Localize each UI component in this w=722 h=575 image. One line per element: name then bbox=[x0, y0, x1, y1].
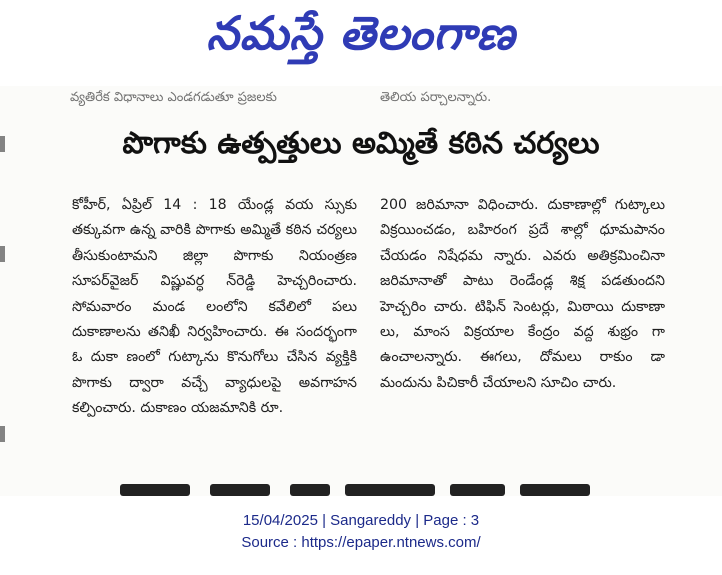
article-body-left: కోహీర్, ఏప్రిల్ 14 : 18 యేండ్ల వయ స్సుకు తక్కువగా ఉన్న వారికి పొగాకు అమ్మితే కఠిన చర్యలు తీసుకుంటామని జిల్లా పొగాకు నియంత్రణ సూపర్‌వైజర్ విష్ణువర్ధ న్‌రెడ్డి హెచ్చరించారు. సోమవారం మండ లంలోని కవేలిలో పలు దుకాణాలను తనిఖీ నిర్వహించారు. ఈ సందర్భంగా ఓ దుకా ణంలో గుట్కాను కొనుగోలు చేసిన వ్యక్తికి పొగాకు ద్వారా వచ్చే వ్యాధులపై అవగాహన కల్పించారు. దుకాణం యజమానికి రూ. bbox=[72, 197, 357, 417]
cut-off-text-left: వ్యతిరేక విధానాలు ఎండగడుతూ ప్రజలకు bbox=[70, 90, 277, 105]
page-footer bbox=[0, 496, 722, 575]
footer-source-link[interactable]: Source : https://epaper.ntnews.com/ bbox=[241, 534, 481, 551]
article-column-right bbox=[380, 193, 665, 396]
footer-date-edition-page: 15/04/2025 | Sangareddy | Page : 3 bbox=[242, 512, 480, 529]
article-headline: పొగాకు ఉత్పత్తులు అమ్మితే కఠిన చర్యలు bbox=[122, 126, 600, 161]
cut-off-next-headline bbox=[120, 484, 600, 496]
cut-off-text-right: తెలియ పర్చాలన్నారు. bbox=[380, 90, 492, 105]
masthead-logo-title: నమస్తే తెలంగాణ bbox=[206, 6, 516, 60]
masthead bbox=[0, 0, 722, 86]
article-column-left bbox=[72, 193, 357, 422]
article-body-right: 200 జరిమానా విధించారు. దుకాణాల్లో గుట్కాలు విక్రయించడం, బహిరంగ ప్రదే శాల్లో ధూమపానం చేయడం నిషేధమ న్నారు. ఎవరు అతిక్రమించినా జరిమానాతో పాటు రెండేండ్ల శిక్ష పడతుందని హెచ్చరిం చారు. టిఫిన్ సెంటర్లు, మిఠాయి దుకాణా లు, మాంస విక్రయాల కేంద్రం వద్ద శుభ్రం గా ఉంచాలన్నారు. ఈగలు, దోమలు రాకుం డా మందును పిచికారీ చేయాలని సూచిం చారు. bbox=[380, 197, 665, 391]
